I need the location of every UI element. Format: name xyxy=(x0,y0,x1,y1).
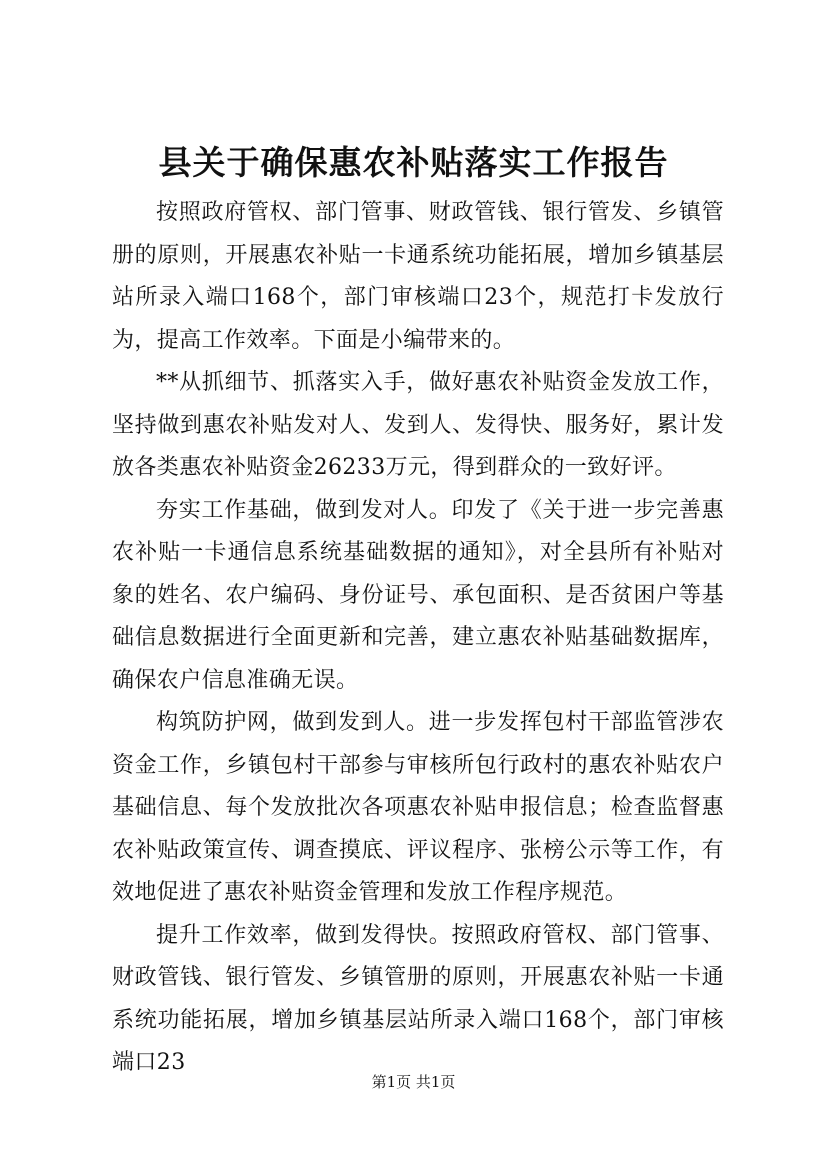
page-footer: 第1页 共1页 xyxy=(371,1073,456,1091)
paragraph-3: 夯实工作基础，做到发对人。印发了《关于进一步完善惠农补贴一卡通信息系统基础数据的通知》，对全县所有补贴对象的姓名、农户编码、身份证号、承包面积、是否贫困户等基础信息数据进行全面更新和完善，建立惠农补贴基础数据库，确保农户信息准确无误。 xyxy=(112,497,724,693)
paragraph-2: **从抓细节、抓落实入手，做好惠农补贴资金发放工作，坚持做到惠农补贴发对人、发到人、发得快、服务好，累计发放各类惠农补贴资金26233万元，得到群众的一致好评。 xyxy=(112,370,724,480)
document-title: 县关于确保惠农补贴落实工作报告 xyxy=(158,143,669,182)
paragraph-4: 构筑防护网，做到发到人。进一步发挥包村干部监管涉农资金工作，乡镇包村干部参与审核所包行政村的惠农补贴农户基础信息、每个发放批次各项惠农补贴申报信息；检查监督惠农补贴政策宣传、调查摸底、评议程序、张榜公示等工作，有效地促进了惠农补贴资金管理和发放工作程序规范。 xyxy=(112,710,724,905)
paragraph-5: 提升工作效率，做到发得快。按照政府管权、部门管事、财政管钱、银行管发、乡镇管册的原则，开展惠农补贴一卡通系统功能拓展，增加乡镇基层站所录入端口168个，部门审核端口23 xyxy=(112,922,724,1075)
paragraph-1: 按照政府管权、部门管事、财政管钱、银行管发、乡镇管册的原则，开展惠农补贴一卡通系统功能拓展，增加乡镇基层站所录入端口168个，部门审核端口23个，规范打卡发放行为，提高工作效率。下面是小编带来的。 xyxy=(112,200,724,353)
document-body xyxy=(112,192,724,1085)
